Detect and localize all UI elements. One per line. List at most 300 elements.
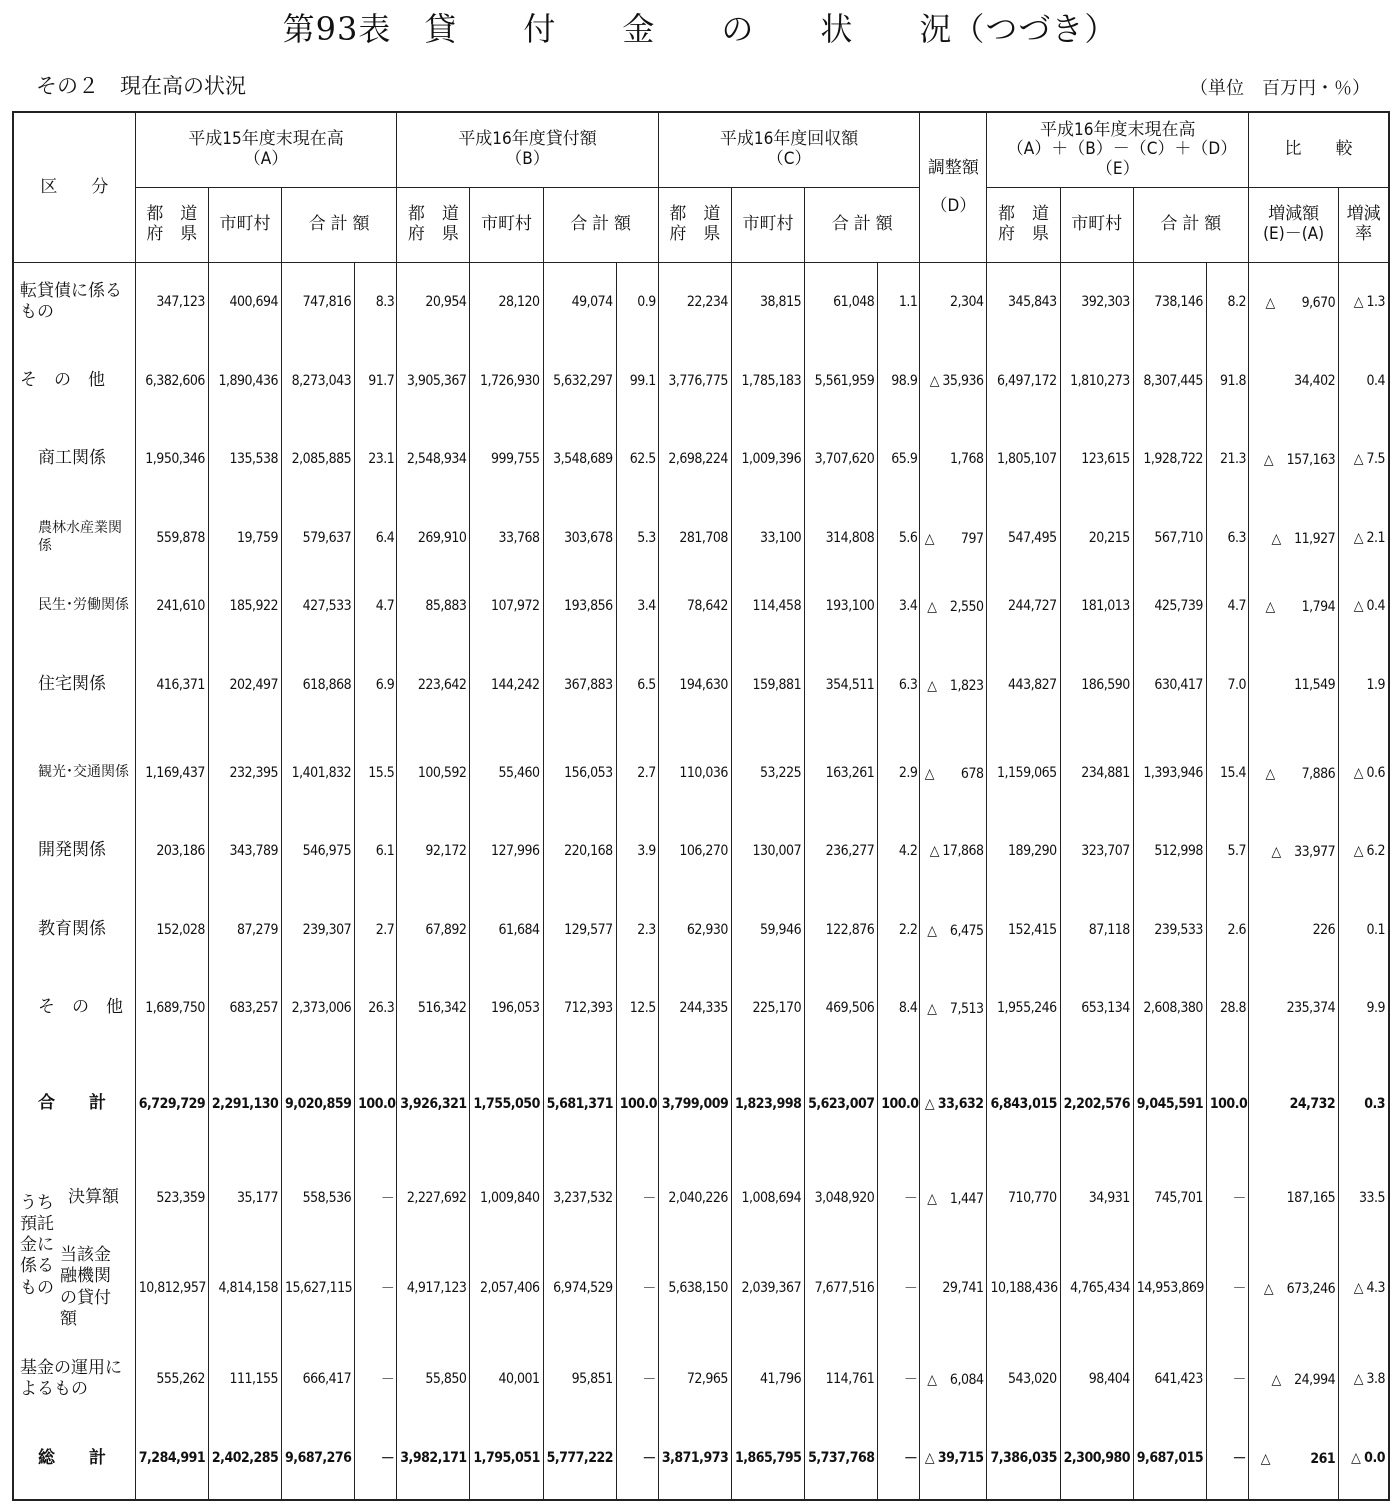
table-cell: 343,789	[208, 812, 281, 891]
table-row	[13, 812, 1389, 891]
table-cell: 4,765,434	[1060, 1235, 1133, 1341]
table-cell: 443,827	[987, 636, 1060, 734]
table-cell: 281,708	[658, 499, 731, 577]
table-cell: 114,761	[805, 1341, 878, 1418]
header-gokei-e: 合 計 額	[1133, 188, 1248, 263]
table-cell: 2,300,980	[1060, 1418, 1133, 1500]
table-cell: 20,954	[397, 263, 470, 342]
header-todofuken-e-2: 府 県	[998, 224, 1050, 244]
table-cell: 62.5	[616, 420, 658, 499]
table-row	[13, 263, 1389, 342]
table-cell: 72,965	[658, 1341, 731, 1418]
table-cell: 196,053	[470, 969, 543, 1048]
header-compare: 比 較	[1249, 112, 1390, 188]
table-cell: 28,120	[470, 263, 543, 342]
table-cell: 8.2	[1206, 263, 1248, 342]
table-cell: 8.4	[878, 969, 920, 1048]
table-row	[13, 969, 1389, 1048]
row-label: そ の 他	[13, 969, 135, 1048]
table-cell: 2,548,934	[397, 420, 470, 499]
table-cell: 347,123	[135, 263, 208, 342]
table-cell: 345,843	[987, 263, 1060, 342]
table-body	[13, 263, 1389, 1500]
table-cell: 9,687,015	[1133, 1418, 1206, 1500]
table-cell: 3,237,532	[543, 1161, 616, 1235]
table-cell: 95,851	[543, 1341, 616, 1418]
header-zogengaku	[1249, 188, 1339, 263]
table-row	[13, 1048, 1389, 1161]
table-row	[13, 420, 1389, 499]
table-cell: 1,890,436	[208, 342, 281, 420]
header-group-c-line2: （C）	[766, 149, 812, 169]
table-cell: 91.7	[355, 342, 397, 420]
table-cell: 558,536	[282, 1161, 355, 1235]
table-cell: △ 2.1	[1339, 499, 1389, 577]
table-cell: 0.4	[1339, 342, 1389, 420]
table-cell: 152,028	[135, 891, 208, 969]
table-cell: △ 1,447	[920, 1161, 987, 1235]
table-cell: 1,009,840	[470, 1161, 543, 1235]
table-cell: 239,307	[282, 891, 355, 969]
table-cell: 5.6	[878, 499, 920, 577]
table-cell: 244,335	[658, 969, 731, 1048]
table-cell: 6.5	[616, 636, 658, 734]
table-cell: 425,739	[1133, 577, 1206, 636]
table-cell: 110,036	[658, 734, 731, 812]
header-group-e-line1: 平成16年度末現在高	[1040, 119, 1196, 140]
table-cell: 22,234	[658, 263, 731, 342]
table-cell: 14,953,869	[1133, 1235, 1206, 1341]
table-cell: 1,805,107	[987, 420, 1060, 499]
table-cell: 2.7	[355, 891, 397, 969]
table-cell: 7,386,035	[987, 1418, 1060, 1500]
table-cell: 7,677,516	[805, 1235, 878, 1341]
row-label: 合 計	[13, 1048, 135, 1161]
table-cell: △ 11,927	[1249, 499, 1339, 577]
table-cell: 2,202,576	[1060, 1048, 1133, 1161]
header-group-a-line1: 平成15年度末現在高	[188, 129, 344, 150]
table-cell: △ 4.3	[1339, 1235, 1389, 1341]
table-cell: 111,155	[208, 1341, 281, 1418]
header-group-a	[135, 112, 397, 188]
table-cell: 1,401,832	[282, 734, 355, 812]
table-cell: 579,637	[282, 499, 355, 577]
table-cell: 87,118	[1060, 891, 1133, 969]
table-cell: 0.3	[1339, 1048, 1389, 1161]
table-cell: 225,170	[731, 969, 804, 1048]
table-cell: 129,577	[543, 891, 616, 969]
table-cell: －	[878, 1161, 920, 1235]
table-cell: 5,777,222	[543, 1418, 616, 1500]
table-cell: △ 2,550	[920, 577, 987, 636]
table-cell: －	[355, 1161, 397, 1235]
table-cell: 49,074	[543, 263, 616, 342]
table-cell: 745,701	[1133, 1161, 1206, 1235]
table-row	[13, 499, 1389, 577]
table-cell: △ 9,670	[1249, 263, 1339, 342]
table-cell: 354,511	[805, 636, 878, 734]
table-cell: 3,548,689	[543, 420, 616, 499]
table-cell: △ 261	[1249, 1418, 1339, 1500]
table-cell: 523,359	[135, 1161, 208, 1235]
table-cell: 314,808	[805, 499, 878, 577]
table-cell: 21.3	[1206, 420, 1248, 499]
table-cell: △ 797	[920, 499, 987, 577]
header-gokei-b: 合 計 額	[543, 188, 658, 263]
table-cell: 555,262	[135, 1341, 208, 1418]
header-group-d	[920, 112, 987, 263]
table-cell: 3,905,367	[397, 342, 470, 420]
table-cell: 87,279	[208, 891, 281, 969]
loan-balance-table	[12, 111, 1390, 1501]
table-cell: △ 39,715	[920, 1418, 987, 1500]
table-cell: －	[1206, 1418, 1248, 1500]
table-cell: 8,273,043	[282, 342, 355, 420]
table-cell: 28.8	[1206, 969, 1248, 1048]
table-row	[13, 1235, 1389, 1341]
table-cell: 2,291,130	[208, 1048, 281, 1161]
table-cell: 29,741	[920, 1235, 987, 1341]
table-cell: 3,982,171	[397, 1418, 470, 1500]
table-row	[13, 636, 1389, 734]
table-cell: 1,810,273	[1060, 342, 1133, 420]
table-cell: 6.3	[878, 636, 920, 734]
table-cell: 144,242	[470, 636, 543, 734]
table-cell: 8,307,445	[1133, 342, 1206, 420]
table-cell: 4.2	[878, 812, 920, 891]
table-cell: 34,931	[1060, 1161, 1133, 1235]
table-cell: 100.0	[878, 1048, 920, 1161]
table-cell: 53,225	[731, 734, 804, 812]
table-cell: 5,632,297	[543, 342, 616, 420]
table-cell: 20,215	[1060, 499, 1133, 577]
header-gokei-a: 合 計 額	[282, 188, 397, 263]
header-todofuken-c	[658, 188, 731, 263]
table-cell: 23.1	[355, 420, 397, 499]
table-cell: 78,642	[658, 577, 731, 636]
table-cell: 416,371	[135, 636, 208, 734]
table-cell: 4.7	[355, 577, 397, 636]
table-cell: 3,707,620	[805, 420, 878, 499]
table-cell: 6,843,015	[987, 1048, 1060, 1161]
header-group-a-line2: （A）	[243, 149, 289, 169]
table-cell: 5,638,150	[658, 1235, 731, 1341]
table-cell: 323,707	[1060, 812, 1133, 891]
header-todofuken-b-2: 府 県	[407, 224, 459, 244]
table-cell: －	[355, 1418, 397, 1500]
table-cell: 712,393	[543, 969, 616, 1048]
table-cell: －	[878, 1418, 920, 1500]
table-cell: 1,689,750	[135, 969, 208, 1048]
table-cell: 2,040,226	[658, 1161, 731, 1235]
table-cell: 6,497,172	[987, 342, 1060, 420]
header-todofuken-a-1: 都 道	[146, 204, 198, 225]
table-cell: △ 0.0	[1339, 1418, 1389, 1500]
table-cell: 9,020,859	[282, 1048, 355, 1161]
table-cell: 10,812,957	[135, 1235, 208, 1341]
row-label: 農林水産業関係	[13, 499, 135, 577]
table-cell: 5,681,371	[543, 1048, 616, 1161]
table-cell: 269,910	[397, 499, 470, 577]
table-cell: 392,303	[1060, 263, 1133, 342]
row-label: 教育関係	[13, 891, 135, 969]
table-cell: 303,678	[543, 499, 616, 577]
table-row	[13, 1418, 1389, 1500]
table-cell: 6.1	[355, 812, 397, 891]
table-cell: 107,972	[470, 577, 543, 636]
table-cell: 234,881	[1060, 734, 1133, 812]
table-cell: －	[355, 1235, 397, 1341]
table-cell: 100,592	[397, 734, 470, 812]
table-cell: 6.9	[355, 636, 397, 734]
table-cell: 4.7	[1206, 577, 1248, 636]
table-cell: 67,892	[397, 891, 470, 969]
table-cell: 1,928,722	[1133, 420, 1206, 499]
table-cell: 2,373,006	[282, 969, 355, 1048]
table-cell: 5,623,007	[805, 1048, 878, 1161]
header-zogenritsu-1: 増減	[1346, 204, 1381, 225]
table-cell: 35,177	[208, 1161, 281, 1235]
table-cell: 1.9	[1339, 636, 1389, 734]
table-cell: 2.7	[616, 734, 658, 812]
table-cell: 3.9	[616, 812, 658, 891]
unit-note: （単位 百万円・％）	[1190, 78, 1370, 99]
table-cell: 3.4	[616, 577, 658, 636]
table-cell: 123,615	[1060, 420, 1133, 499]
table-cell: △ 17,868	[920, 812, 987, 891]
table-cell: 202,497	[208, 636, 281, 734]
table-cell: △ 673,246	[1249, 1235, 1339, 1341]
header-group-c-line1: 平成16年度回収額	[719, 129, 859, 150]
table-cell: △ 6,084	[920, 1341, 987, 1418]
table-cell: 98.9	[878, 342, 920, 420]
table-cell: 241,610	[135, 577, 208, 636]
table-cell: 220,168	[543, 812, 616, 891]
table-cell: 2,057,406	[470, 1235, 543, 1341]
header-shichoson-e: 市町村	[1060, 188, 1133, 263]
table-cell: 1,795,051	[470, 1418, 543, 1500]
table-cell: △ 678	[920, 734, 987, 812]
table-cell: 92,172	[397, 812, 470, 891]
table-cell: △ 35,936	[920, 342, 987, 420]
header-todofuken-a	[135, 188, 208, 263]
table-cell: 2,608,380	[1133, 969, 1206, 1048]
table-cell: 15,627,115	[282, 1235, 355, 1341]
table-cell: 15.5	[355, 734, 397, 812]
table-cell: 15.4	[1206, 734, 1248, 812]
table-cell: 710,770	[987, 1161, 1060, 1235]
header-group-b-line1: 平成16年度貸付額	[458, 129, 597, 150]
table-cell: 2,304	[920, 263, 987, 342]
table-cell: 1,009,396	[731, 420, 804, 499]
table-cell: 55,850	[397, 1341, 470, 1418]
header-todofuken-a-2: 府 県	[146, 224, 198, 244]
header-todofuken-b-1: 都 道	[407, 204, 459, 225]
table-cell: 5.3	[616, 499, 658, 577]
table-cell: 244,727	[987, 577, 1060, 636]
table-cell: 59,946	[731, 891, 804, 969]
table-cell: 7.0	[1206, 636, 1248, 734]
header-group-e-line2: （A）＋（B）－（C）＋（D） （E）	[1006, 139, 1246, 179]
row-label: 基金の運用によるもの	[13, 1341, 135, 1418]
table-cell: 135,538	[208, 420, 281, 499]
header-group-d-line2: （D）	[930, 195, 977, 216]
table-cell: 747,816	[282, 263, 355, 342]
table-cell: 189,290	[987, 812, 1060, 891]
page-title: 第93表 貸 付 金 の 状 況（つづき）	[282, 10, 1118, 48]
table-cell: 666,417	[282, 1341, 355, 1418]
table-cell: 185,922	[208, 577, 281, 636]
header-group-d-line1: 調整額	[927, 157, 979, 178]
header-group-b	[397, 112, 659, 188]
header-zogenritsu-2: 率	[1355, 224, 1373, 244]
table-cell: △ 24,994	[1249, 1341, 1339, 1418]
table-cell: 61,684	[470, 891, 543, 969]
table-cell: 1,768	[920, 420, 987, 499]
table-cell: 100.0	[355, 1048, 397, 1161]
table-cell: 3,926,321	[397, 1048, 470, 1161]
row-label-text: 当該金融機関の貸付額	[60, 1245, 111, 1329]
table-cell: 546,975	[282, 812, 355, 891]
row-label: 民生･労働関係	[13, 577, 135, 636]
table-cell: 10,188,436	[987, 1235, 1060, 1341]
table-cell: △ 0.4	[1339, 577, 1389, 636]
header-todofuken-c-2: 府 県	[669, 224, 721, 244]
header-todofuken-e	[987, 188, 1060, 263]
table-cell: 2,698,224	[658, 420, 731, 499]
header-kubun: 区 分	[13, 112, 135, 263]
table-cell: 26.3	[355, 969, 397, 1048]
table-cell: －	[1206, 1235, 1248, 1341]
row-label: 商工関係	[13, 420, 135, 499]
table-cell: △ 6.2	[1339, 812, 1389, 891]
table-cell: 65.9	[878, 420, 920, 499]
table-cell: 194,630	[658, 636, 731, 734]
table-cell: 653,134	[1060, 969, 1133, 1048]
table-cell: －	[616, 1341, 658, 1418]
header-group-c	[658, 112, 920, 188]
table-cell: 559,878	[135, 499, 208, 577]
table-cell: 547,495	[987, 499, 1060, 577]
table-cell: 99.1	[616, 342, 658, 420]
table-cell: 33.5	[1339, 1161, 1389, 1235]
table-cell: －	[616, 1161, 658, 1235]
table-cell: 159,881	[731, 636, 804, 734]
table-cell: 1,950,346	[135, 420, 208, 499]
table-cell: 24,732	[1249, 1048, 1339, 1161]
table-cell: 91.8	[1206, 342, 1248, 420]
table-cell: 181,013	[1060, 577, 1133, 636]
table-cell: 4,814,158	[208, 1235, 281, 1341]
table-cell: －	[1206, 1341, 1248, 1418]
table-cell: 55,460	[470, 734, 543, 812]
group-label: うち預託金に係るもの	[20, 1192, 54, 1298]
table-cell: 1,726,930	[470, 342, 543, 420]
row-label: 住宅関係	[13, 636, 135, 734]
header-zogengaku-1: 増減額	[1268, 204, 1320, 225]
table-cell: 114,458	[731, 577, 804, 636]
header-shichoson-a: 市町村	[208, 188, 281, 263]
header-zogengaku-2: (E)－(A)	[1263, 224, 1325, 244]
table-cell: 1,159,065	[987, 734, 1060, 812]
header-todofuken-c-1: 都 道	[669, 204, 721, 225]
table-cell: 683,257	[208, 969, 281, 1048]
table-cell: 2,227,692	[397, 1161, 470, 1235]
table-cell: －	[878, 1341, 920, 1418]
table-cell: 567,710	[1133, 499, 1206, 577]
table-cell: △ 33,977	[1249, 812, 1339, 891]
table-cell: 2,402,285	[208, 1418, 281, 1500]
table-row	[13, 577, 1389, 636]
header-group-e	[987, 112, 1249, 188]
table-cell: 543,020	[987, 1341, 1060, 1418]
table-cell: 516,342	[397, 969, 470, 1048]
table-cell: 85,883	[397, 577, 470, 636]
table-cell: 1,393,946	[1133, 734, 1206, 812]
table-row	[13, 1161, 1389, 1235]
table-subtitle: その２ 現在高の状況	[36, 74, 246, 98]
table-cell: △ 1,823	[920, 636, 987, 734]
table-cell: 3,776,775	[658, 342, 731, 420]
table-cell: 1,008,694	[731, 1161, 804, 1235]
table-cell: 9,687,276	[282, 1418, 355, 1500]
table-cell: 33,768	[470, 499, 543, 577]
table-cell: △ 0.6	[1339, 734, 1389, 812]
table-cell: 6.4	[355, 499, 397, 577]
header-todofuken-b	[397, 188, 470, 263]
table-cell: 0.9	[616, 263, 658, 342]
table-cell: 1,823,998	[731, 1048, 804, 1161]
table-cell: 738,146	[1133, 263, 1206, 342]
table-cell: 1,955,246	[987, 969, 1060, 1048]
table-cell: 38,815	[731, 263, 804, 342]
row-label: 転貸債に係るもの	[13, 263, 135, 342]
table-cell: 152,415	[987, 891, 1060, 969]
table-cell: 2.2	[878, 891, 920, 969]
table-cell: 4,917,123	[397, 1235, 470, 1341]
table-cell: 3,048,920	[805, 1161, 878, 1235]
table-cell: 156,053	[543, 734, 616, 812]
table-row	[13, 1341, 1389, 1418]
table-cell: 100.0	[1206, 1048, 1248, 1161]
row-label: 観光･交通関係	[13, 734, 135, 812]
table-cell: 203,186	[135, 812, 208, 891]
table-cell: 62,930	[658, 891, 731, 969]
table-cell: 1.1	[878, 263, 920, 342]
header-zogenritsu	[1339, 188, 1389, 263]
table-cell: 186,590	[1060, 636, 1133, 734]
table-cell: 427,533	[282, 577, 355, 636]
table-cell: 1,865,795	[731, 1418, 804, 1500]
table-cell: △ 6,475	[920, 891, 987, 969]
table-cell: 5,737,768	[805, 1418, 878, 1500]
table-cell: △ 7,886	[1249, 734, 1339, 812]
table-cell: 223,642	[397, 636, 470, 734]
table-cell: 9.9	[1339, 969, 1389, 1048]
table-cell: 235,374	[1249, 969, 1339, 1048]
table-cell: 6.3	[1206, 499, 1248, 577]
row-label: 開発関係	[13, 812, 135, 891]
table-cell: 163,261	[805, 734, 878, 812]
table-cell: 469,506	[805, 969, 878, 1048]
table-cell: △ 1.3	[1339, 263, 1389, 342]
table-cell: 6,382,606	[135, 342, 208, 420]
table-cell: 3,799,009	[658, 1048, 731, 1161]
table-cell: △ 33,632	[920, 1048, 987, 1161]
table-cell: 999,755	[470, 420, 543, 499]
table-cell: 3,871,973	[658, 1418, 731, 1500]
table-cell: 6,729,729	[135, 1048, 208, 1161]
